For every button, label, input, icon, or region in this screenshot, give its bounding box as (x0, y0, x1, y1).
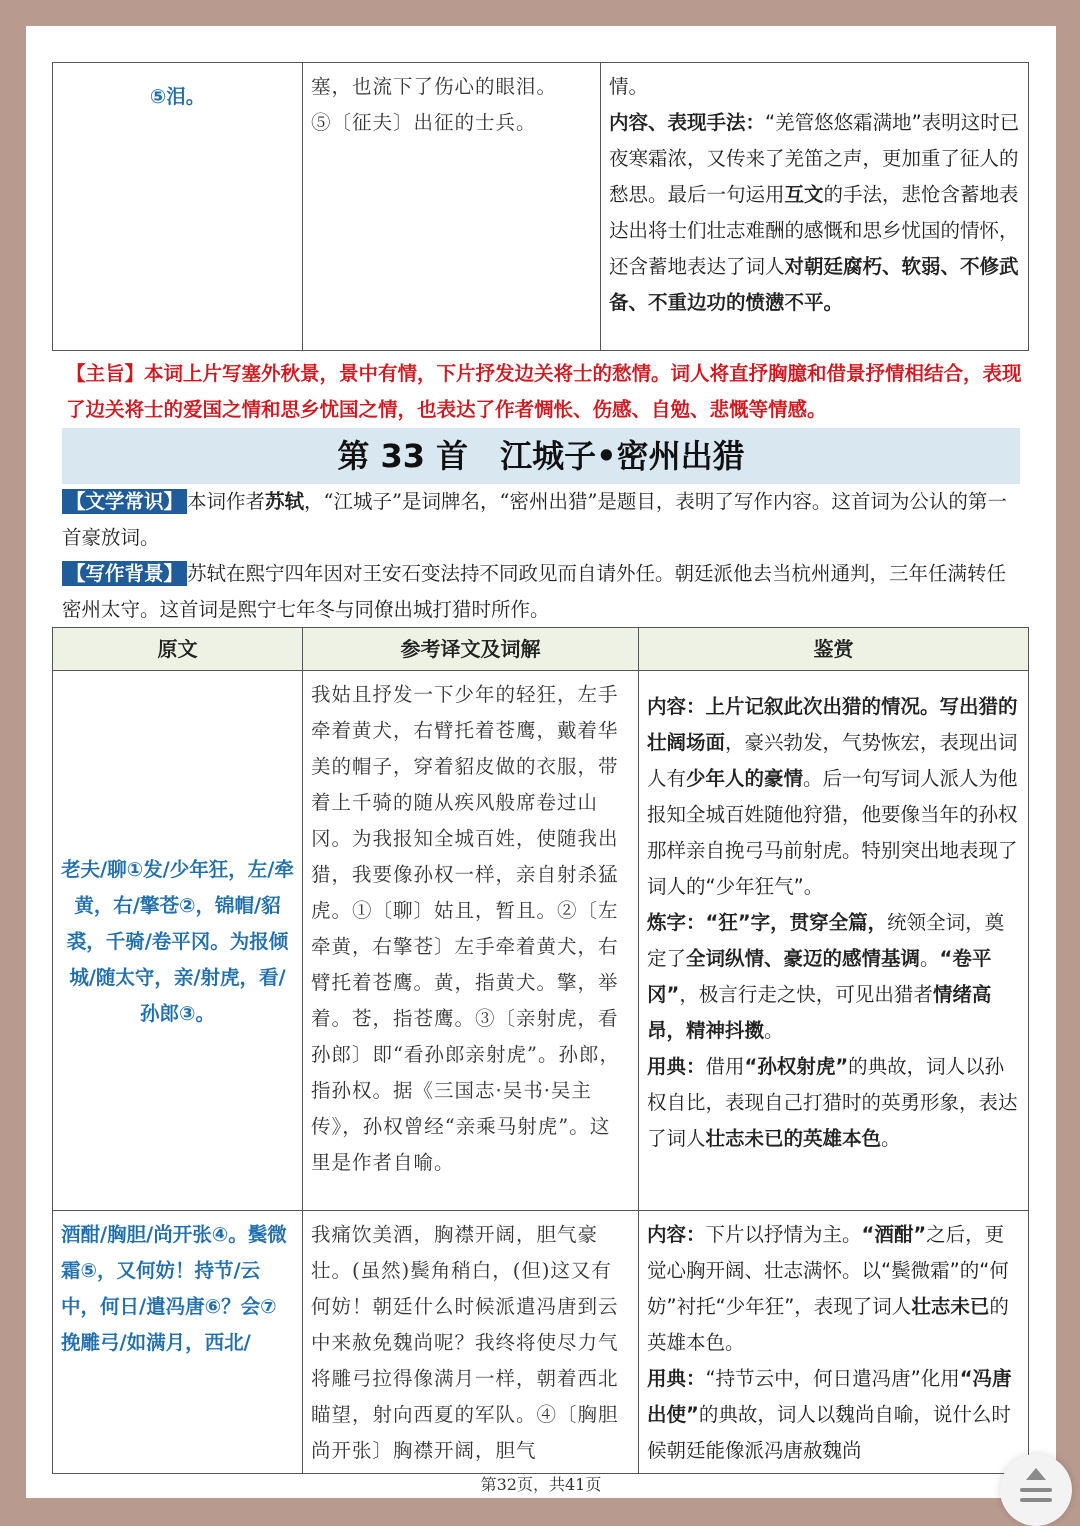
analysis-bold: “孙权射虎” (744, 1055, 849, 1078)
analysis-text: 。 (881, 1127, 901, 1150)
analysis-paragraph (609, 105, 1020, 321)
analysis-bold: 互文 (784, 183, 824, 206)
analysis-bold: “狂”字，贯穿全篇， (705, 911, 888, 934)
analysis-label: 用典： (647, 1367, 706, 1390)
scroll-to-top-button[interactable] (1000, 1454, 1072, 1526)
document-page (26, 26, 1056, 1498)
analysis-bold: 上片记叙此次出猎的情况。写出猎的壮阔场面 (647, 695, 1018, 754)
literary-knowledge (62, 484, 1024, 556)
table-header-row (53, 628, 1029, 671)
analysis-text: 。后一句写词人派人为他报知全城百姓随他狩猎，他要像当年的孙权那样亲自挽弓马前射虎。特别突出地表现了词人的“少年狂气”。 (647, 767, 1018, 898)
lit-text: 本词作者 (187, 490, 266, 513)
writing-background (62, 556, 1024, 628)
analysis-paragraph (647, 905, 1020, 1049)
analysis-label: 炼字： (647, 911, 706, 934)
analysis-label: 用典： (647, 1055, 706, 1078)
analysis-text: 的典故，词人以孙权自比，表现自己打猎时的英勇形象，表达了词人 (647, 1055, 1018, 1150)
analysis-bold: “卷平冈” (647, 947, 992, 1006)
original-text: ⑤泪。 (149, 85, 206, 108)
analysis-bold: “酒酣” (861, 1223, 927, 1246)
analysis-label: 内容： (647, 1223, 706, 1246)
analysis-bold: 少年人的豪情 (686, 767, 804, 790)
analysis-cell (601, 63, 1029, 351)
lit-text: ，“江城子”是词牌名，“密州出猎”是题目，表明了写作内容。这首词为公认的第一首豪放词。 (62, 490, 1007, 549)
author-name: 苏轼 (265, 490, 305, 513)
analysis-paragraph (647, 1361, 1020, 1469)
translation-cell (303, 671, 639, 1211)
header-original: 原文 (53, 628, 303, 671)
poem-title: 第 33 首 江城子•密州出猎 (62, 428, 1020, 484)
analysis-bold: 情绪高昂，精神抖擞 (647, 983, 992, 1042)
table-row (53, 671, 1029, 1211)
analysis-text: 之后，更觉心胸开阔、壮志满怀。以“鬓微霜”的“何妨”衬托“少年狂”，表现了词人 (647, 1223, 1009, 1318)
original-text: 酒酣/胸胆/尚开张④。鬓微霜⑤，又何妨！持节/云中，何日/遣冯唐⑥？会⑦挽雕弓/如满月，西北/ (61, 1223, 287, 1354)
original-text-cell (53, 671, 303, 1211)
writing-background-tag: 【写作背景】 (62, 561, 187, 586)
translation-cell (303, 1211, 639, 1474)
translation-line: 塞，也流下了伤心的眼泪。 (311, 75, 558, 98)
analysis-cell (639, 671, 1029, 1211)
header-translation: 参考译文及词解 (303, 628, 639, 671)
theme-summary: 【主旨】本词上片写塞外秋景，景中有情，下片抒发边关将士的愁情。词人将直抒胸臆和借景抒情相结合，表现了边关将士的爱国之情和思乡忧国之情，也表达了作者惆怅、伤感、自勉、悲慨等情感。 (66, 362, 1022, 421)
top-table (52, 62, 1029, 351)
original-text-cell (53, 63, 303, 351)
analysis-text: 借用 (705, 1055, 745, 1078)
translation-text: 我痛饮美酒，胸襟开阔，胆气豪壮。(虽然)鬓角稍白，(但)这又有何妨！朝廷什么时候派遣冯唐到云中来赦免魏尚呢？我终将使尽力气将雕弓拉得像满月一样，朝着西北瞄望，射向西夏的军队。④〔胸胆尚开张〕胸襟开阔，胆气 (311, 1223, 619, 1462)
analysis-label: 内容、表现手法： (609, 111, 766, 134)
page-number: 第32页，共41页 (480, 1475, 602, 1494)
analysis-bold: “冯唐出使” (647, 1367, 1012, 1426)
analysis-text: 的手法，悲怆含蓄地表达出将士们壮志难酬的感慨和思乡忧国的情怀，还含蓄地表达了词人 (609, 183, 1019, 278)
original-text-cell (53, 1211, 303, 1474)
analysis-text: ，豪兴勃发，气势恢宏，表现出词人有 (647, 731, 1018, 790)
literary-knowledge-tag: 【文学常识】 (62, 489, 187, 514)
analysis-text: 的典故，词人以魏尚自喻，说什么时候朝廷能像派冯唐赦魏尚 (647, 1403, 1011, 1462)
analysis-line: 情。 (609, 75, 649, 98)
annotation-line: ⑤〔征夫〕出征的士兵。 (311, 111, 537, 134)
original-text: 老夫/聊①发/少年狂，左/牵黄，右/擎苍②，锦帽/貂裘，千骑/卷平冈。为报倾城/随太守，亲/射虎，看/孙郎③。 (61, 857, 294, 1025)
menu-line-icon (1020, 1498, 1052, 1502)
table-row (53, 63, 1029, 351)
analysis-text: 的英雄本色。 (647, 1295, 1009, 1354)
analysis-label: 内容： (647, 695, 706, 718)
analysis-text: 下片以抒情为主。 (705, 1223, 862, 1246)
analysis-bold: 全词纵情、豪迈的感情基调 (686, 947, 921, 970)
main-table (52, 627, 1029, 1474)
analysis-text: 。 (764, 1019, 784, 1042)
analysis-bold: 壮志未已的英雄本色 (705, 1127, 882, 1150)
analysis-text: “持节云中，何日遣冯唐”化用 (705, 1367, 960, 1390)
menu-line-icon (1020, 1488, 1052, 1492)
analysis-text: “羌管悠悠霜满地”表明这时已夜寒霜浓，又传来了羌笛之声，更加重了征人的愁思。最后一句运用 (609, 111, 1020, 206)
analysis-paragraph (647, 689, 1020, 905)
translation-text: 我姑且抒发一下少年的轻狂，左手牵着黄犬，右臂托着苍鹰，戴着华美的帽子，穿着貂皮做的衣服，带着上千骑的随从疾风般席卷过山冈。为我报知全城百姓，使随我出猎，我要像孙权一样，亲自射杀猛虎。①〔聊〕姑且，暂且。②〔左牵黄，右擎苍〕左手牵着黄犬，右臂托着苍鹰。黄，指黄犬。擎，举着。苍，指苍鹰。③〔亲射虎，看孙郎〕即“看孙郎亲射虎”。孙郎，指孙权。据《三国志·吴书·吴主传》，孙权曾经“亲乘马射虎”。这里是作者自喻。 (311, 683, 620, 1174)
analysis-bold: 对朝廷腐朽、软弱、不修武备、不重边功的愤懑不平。 (609, 255, 1019, 314)
translation-cell (303, 63, 601, 351)
header-appreciation: 鉴赏 (639, 628, 1029, 671)
background-text: 苏轼在熙宁四年因对王安石变法持不同政见而自请外任。朝廷派他去当杭州通判，三年任满转任密州太守。这首词是熙宁七年冬与同僚出城打猎时所作。 (62, 562, 1007, 621)
analysis-paragraph (647, 1049, 1020, 1157)
analysis-text: ，极言行走之快，可见出猎者 (679, 983, 933, 1006)
analysis-paragraph (647, 1217, 1020, 1361)
analysis-bold: 壮志未已 (911, 1295, 990, 1318)
analysis-text: 统领全词，奠定了 (647, 911, 1005, 970)
arrow-up-icon (1026, 1468, 1046, 1480)
analysis-text: 。 (920, 947, 940, 970)
table-row (53, 1211, 1029, 1474)
analysis-cell (639, 1211, 1029, 1474)
